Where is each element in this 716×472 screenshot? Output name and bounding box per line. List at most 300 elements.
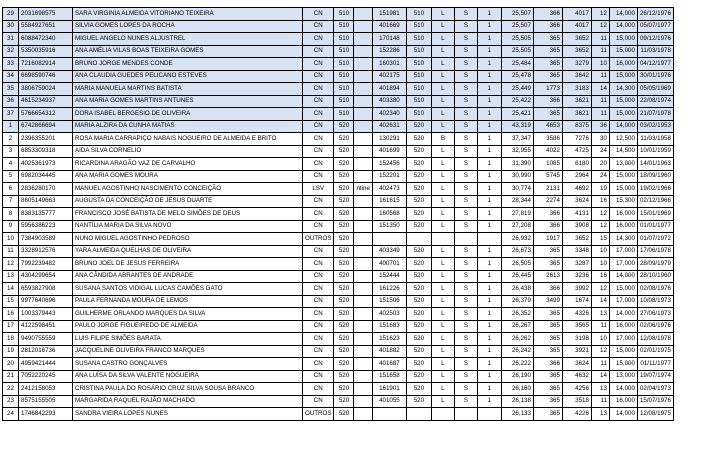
days-cell: 366 <box>533 20 562 33</box>
count-cell: 1 <box>477 283 501 296</box>
group-cell: 520 <box>406 383 431 396</box>
category-cell: CN <box>303 395 334 408</box>
score-cell: 27,819 <box>501 208 533 221</box>
score-cell: 26,438 <box>501 283 533 296</box>
flag-cell: S <box>454 133 477 146</box>
grade-cell: 12,500 <box>609 133 637 146</box>
row-number-cell: 34 <box>3 70 19 83</box>
days-cell: 366 <box>533 220 562 233</box>
days-total-cell: 4256 <box>562 383 591 396</box>
flag-cell: S <box>454 95 477 108</box>
id-number-cell: 9977640696 <box>19 295 73 308</box>
table-row <box>3 95 674 108</box>
count-cell: 1 <box>477 308 501 321</box>
grade-cell: 15,000 <box>609 283 637 296</box>
group-code-cell: 520 <box>334 333 354 346</box>
school-code-cell: 160568 <box>372 208 406 221</box>
birth-date-cell: 26/12/1976 <box>637 8 673 21</box>
birth-date-cell: 04/12/1977 <box>637 58 673 71</box>
score-cell: 26,932 <box>501 233 533 246</box>
table-row <box>3 120 674 133</box>
group-code-cell: 520 <box>334 133 354 146</box>
score-cell: 26,352 <box>501 308 533 321</box>
table-row <box>3 208 674 221</box>
birth-date-cell: 11/03/1978 <box>637 45 673 58</box>
type-cell: L <box>431 283 454 296</box>
row-number-cell: 14 <box>3 283 19 296</box>
school-code-cell: 152286 <box>372 45 406 58</box>
years-cell: 11 <box>591 70 609 83</box>
years-cell: 13 <box>591 383 609 396</box>
type-cell: L <box>431 258 454 271</box>
days-cell: 5745 <box>533 170 562 183</box>
years-cell: 12 <box>591 8 609 21</box>
flag-cell: S <box>454 20 477 33</box>
group-cell: 520 <box>406 258 431 271</box>
type-cell: L <box>431 158 454 171</box>
school-code-cell <box>372 233 406 246</box>
id-number-cell: 8383135777 <box>19 208 73 221</box>
days-total-cell: 4226 <box>562 408 591 421</box>
years-cell: 13 <box>591 308 609 321</box>
score-cell: 25,484 <box>501 58 533 71</box>
row-number-cell: 23 <box>3 395 19 408</box>
school-code-cell: 402473 <box>372 183 406 196</box>
score-cell: 26,267 <box>501 320 533 333</box>
flag-cell <box>454 233 477 246</box>
row-number-cell: 2 <box>3 133 19 146</box>
years-cell: 20 <box>591 158 609 171</box>
name-cell: RICARDINA ARAGÃO VAZ DE CARVALHO <box>73 158 303 171</box>
grade-cell: 14,300 <box>609 233 637 246</box>
row-number-cell: 11 <box>3 245 19 258</box>
table-row <box>3 233 674 246</box>
table-row <box>3 133 674 146</box>
days-cell: 365 <box>533 108 562 121</box>
birth-date-cell: 21/07/1978 <box>637 108 673 121</box>
category-cell: CN <box>303 108 334 121</box>
group-code-cell: 510 <box>334 58 354 71</box>
extra-cell <box>354 258 372 271</box>
count-cell: 1 <box>477 108 501 121</box>
group-code-cell: 520 <box>334 233 354 246</box>
school-code-cell: 151623 <box>372 333 406 346</box>
table-row <box>3 308 674 321</box>
days-total-cell: 3183 <box>562 83 591 96</box>
category-cell: CN <box>303 358 334 371</box>
grade-cell: 15,000 <box>609 33 637 46</box>
id-number-cell: 1746842293 <box>19 408 73 421</box>
years-cell: 24 <box>591 145 609 158</box>
flag-cell: S <box>454 33 477 46</box>
school-code-cell: 401882 <box>372 345 406 358</box>
extra-cell <box>354 133 372 146</box>
group-cell: 510 <box>406 20 431 33</box>
days-total-cell: 3565 <box>562 320 591 333</box>
days-total-cell: 4725 <box>562 145 591 158</box>
days-total-cell: 3279 <box>562 58 591 71</box>
table-row <box>3 8 674 21</box>
school-code-cell: 402503 <box>372 308 406 321</box>
count-cell: 1 <box>477 45 501 58</box>
table-row <box>3 383 674 396</box>
id-number-cell: 4959421444 <box>19 358 73 371</box>
id-number-cell: 2031698575 <box>19 8 73 21</box>
table-row <box>3 395 674 408</box>
flag-cell: S <box>454 383 477 396</box>
category-cell: OUTROS <box>303 408 334 421</box>
years-cell: 11 <box>591 33 609 46</box>
category-cell: CN <box>303 170 334 183</box>
flag-cell: S <box>454 395 477 408</box>
extra-cell <box>354 408 372 421</box>
group-code-cell: 510 <box>334 33 354 46</box>
type-cell: L <box>431 345 454 358</box>
days-total-cell: 4131 <box>562 208 591 221</box>
grade-cell: 17,000 <box>609 333 637 346</box>
flag-cell: S <box>454 145 477 158</box>
group-code-cell: 510 <box>334 8 354 21</box>
days-cell: 2613 <box>533 270 562 283</box>
id-number-cell: 3806759024 <box>19 83 73 96</box>
years-cell: 30 <box>591 133 609 146</box>
group-code-cell: 520 <box>334 258 354 271</box>
birth-date-cell: 10/01/1959 <box>637 145 673 158</box>
category-cell: CN <box>303 245 334 258</box>
years-cell: 12 <box>591 208 609 221</box>
extra-cell <box>354 295 372 308</box>
grade-cell: 15,000 <box>609 345 637 358</box>
grade-cell: 16,000 <box>609 395 637 408</box>
id-number-cell: 6698590746 <box>19 70 73 83</box>
count-cell: 1 <box>477 58 501 71</box>
days-cell: 1917 <box>533 233 562 246</box>
table-row <box>3 358 674 371</box>
count-cell: 1 <box>477 8 501 21</box>
years-cell: 12 <box>591 20 609 33</box>
days-total-cell: 2964 <box>562 170 591 183</box>
days-cell: 365 <box>533 383 562 396</box>
name-cell: GUILHERME ORLANDO MARQUES DA SILVA <box>73 308 303 321</box>
group-cell <box>406 233 431 246</box>
extra-cell <box>354 83 372 96</box>
days-total-cell: 3992 <box>562 283 591 296</box>
birth-date-cell: 17/06/1978 <box>637 245 673 258</box>
extra-cell <box>354 8 372 21</box>
row-number-cell: 37 <box>3 108 19 121</box>
category-cell: CN <box>303 345 334 358</box>
flag-cell: S <box>454 183 477 196</box>
category-cell: CN <box>303 70 334 83</box>
grade-cell: 15,000 <box>609 358 637 371</box>
category-cell: CN <box>303 208 334 221</box>
birth-date-cell: 05/07/1977 <box>637 20 673 33</box>
row-number-cell: 17 <box>3 320 19 333</box>
id-number-cell: 2412158053 <box>19 383 73 396</box>
flag-cell: S <box>454 308 477 321</box>
count-cell: 1 <box>477 33 501 46</box>
count-cell: 1 <box>477 295 501 308</box>
days-total-cell: 3621 <box>562 95 591 108</box>
type-cell: L <box>431 395 454 408</box>
score-cell: 26,242 <box>501 345 533 358</box>
id-number-cell: 2396355201 <box>19 133 73 146</box>
grade-cell: 16,000 <box>609 220 637 233</box>
grade-cell: 14,500 <box>609 145 637 158</box>
name-cell: JACQUELINE OLIVEIRA FRANCO MARQUES <box>73 345 303 358</box>
school-code-cell: 401055 <box>372 395 406 408</box>
group-code-cell: 510 <box>334 20 354 33</box>
school-code-cell: 402340 <box>372 108 406 121</box>
type-cell: L <box>431 20 454 33</box>
group-cell: 520 <box>406 395 431 408</box>
flag-cell: S <box>454 170 477 183</box>
table-row <box>3 70 674 83</box>
school-code-cell: 401687 <box>372 358 406 371</box>
table-row <box>3 258 674 271</box>
row-number-cell: 5 <box>3 170 19 183</box>
extra-cell <box>354 283 372 296</box>
group-code-cell: 520 <box>334 145 354 158</box>
score-cell: 26,222 <box>501 358 533 371</box>
extra-cell <box>354 20 372 33</box>
table-body <box>3 8 674 421</box>
days-cell: 366 <box>533 8 562 21</box>
group-cell <box>406 408 431 421</box>
score-cell: 26,379 <box>501 295 533 308</box>
group-cell: 520 <box>406 170 431 183</box>
school-code-cell: 130291 <box>372 133 406 146</box>
flag-cell <box>454 408 477 421</box>
years-cell: 10 <box>591 333 609 346</box>
flag-cell: S <box>454 333 477 346</box>
days-cell: 365 <box>533 258 562 271</box>
extra-cell <box>354 233 372 246</box>
group-cell: 520 <box>406 245 431 258</box>
count-cell: 1 <box>477 95 501 108</box>
days-cell: 365 <box>533 345 562 358</box>
school-code-cell: 161226 <box>372 283 406 296</box>
days-total-cell: 3624 <box>562 195 591 208</box>
group-code-cell: 510 <box>334 108 354 121</box>
extra-cell <box>354 108 372 121</box>
count-cell: 1 <box>477 20 501 33</box>
score-cell: 30,774 <box>501 183 533 196</box>
id-number-cell: 2836280170 <box>19 183 73 196</box>
grade-cell: 13,000 <box>609 158 637 171</box>
name-cell: SANDRA VIEIRA LOPES NUNES <box>73 408 303 421</box>
group-cell: 510 <box>406 108 431 121</box>
count-cell: 1 <box>477 395 501 408</box>
group-code-cell: 510 <box>334 83 354 96</box>
type-cell: L <box>431 295 454 308</box>
row-number-cell: 32 <box>3 45 19 58</box>
group-cell: 520 <box>406 270 431 283</box>
count-cell: 1 <box>477 383 501 396</box>
days-total-cell: 3652 <box>562 33 591 46</box>
id-number-cell: 8605149663 <box>19 195 73 208</box>
category-cell: CN <box>303 220 334 233</box>
group-cell: 520 <box>406 345 431 358</box>
years-cell: 12 <box>591 345 609 358</box>
score-cell: 26,160 <box>501 383 533 396</box>
row-number-cell: 30 <box>3 20 19 33</box>
years-cell: 11 <box>591 95 609 108</box>
id-number-cell: 7384903589 <box>19 233 73 246</box>
group-cell: 510 <box>406 70 431 83</box>
extra-cell <box>354 208 372 221</box>
row-number-cell: 21 <box>3 370 19 383</box>
extra-cell <box>354 370 372 383</box>
extra-cell <box>354 245 372 258</box>
type-cell: L <box>431 245 454 258</box>
flag-cell: S <box>454 208 477 221</box>
extra-cell <box>354 395 372 408</box>
category-cell: CN <box>303 370 334 383</box>
days-cell: 1065 <box>533 158 562 171</box>
count-cell: 1 <box>477 183 501 196</box>
group-cell: 520 <box>406 283 431 296</box>
row-number-cell: 3 <box>3 145 19 158</box>
days-total-cell: 3652 <box>562 233 591 246</box>
extra-cell <box>354 345 372 358</box>
birth-date-cell: 15/07/1976 <box>637 395 673 408</box>
extra-cell <box>354 95 372 108</box>
flag-cell: S <box>454 120 477 133</box>
days-total-cell: 4632 <box>562 370 591 383</box>
days-total-cell: 4326 <box>562 308 591 321</box>
category-cell: CN <box>303 295 334 308</box>
birth-date-cell: 09/12/1976 <box>637 33 673 46</box>
score-cell: 25,449 <box>501 83 533 96</box>
id-number-cell: 9490755559 <box>19 333 73 346</box>
table-row <box>3 370 674 383</box>
days-cell: 365 <box>533 245 562 258</box>
name-cell: PAULO JORGE FIGUEIREDO DE ALMEIDA <box>73 320 303 333</box>
extra-cell <box>354 195 372 208</box>
score-cell: 26,445 <box>501 270 533 283</box>
flag-cell: S <box>454 295 477 308</box>
id-number-cell: 6982034445 <box>19 170 73 183</box>
count-cell: 1 <box>477 208 501 221</box>
category-cell: CN <box>303 283 334 296</box>
birth-date-cell: 10/08/1973 <box>637 295 673 308</box>
school-code-cell: 403349 <box>372 245 406 258</box>
flag-cell: S <box>454 83 477 96</box>
score-cell: 26,673 <box>501 245 533 258</box>
group-cell: 510 <box>406 45 431 58</box>
days-cell: 365 <box>533 58 562 71</box>
category-cell: CN <box>303 270 334 283</box>
category-cell: CN <box>303 145 334 158</box>
group-code-cell: 510 <box>334 70 354 83</box>
days-cell: 1773 <box>533 83 562 96</box>
table-row <box>3 283 674 296</box>
years-cell: 24 <box>591 170 609 183</box>
extra-cell <box>354 320 372 333</box>
row-number-cell: 4 <box>3 158 19 171</box>
grade-cell: 14,000 <box>609 120 637 133</box>
days-total-cell: 6180 <box>562 158 591 171</box>
count-cell: 1 <box>477 270 501 283</box>
years-cell: 13 <box>591 408 609 421</box>
score-cell: 26,505 <box>501 258 533 271</box>
days-total-cell: 3348 <box>562 245 591 258</box>
category-cell: CN <box>303 45 334 58</box>
extra-cell <box>354 120 372 133</box>
days-total-cell: 7276 <box>562 133 591 146</box>
years-cell: 15 <box>591 233 609 246</box>
days-cell: 366 <box>533 358 562 371</box>
birth-date-cell: 02/04/1973 <box>637 383 673 396</box>
group-code-cell: 520 <box>334 395 354 408</box>
name-cell: PAULA FERNANDA MOURA DE LEMOS <box>73 295 303 308</box>
table-row <box>3 195 674 208</box>
table-row <box>3 345 674 358</box>
group-cell: 520 <box>406 145 431 158</box>
school-code-cell: 402631 <box>372 120 406 133</box>
school-code-cell: 401699 <box>372 145 406 158</box>
row-number-cell: 35 <box>3 83 19 96</box>
group-cell: 510 <box>406 33 431 46</box>
years-cell: 11 <box>591 108 609 121</box>
flag-cell: S <box>454 358 477 371</box>
years-cell: 19 <box>591 183 609 196</box>
table-row <box>3 333 674 346</box>
days-total-cell: 3652 <box>562 45 591 58</box>
days-cell: 365 <box>533 333 562 346</box>
type-cell: L <box>431 58 454 71</box>
flag-cell: S <box>454 245 477 258</box>
id-number-cell: 6088472340 <box>19 33 73 46</box>
table-row <box>3 220 674 233</box>
group-cell: 520 <box>406 158 431 171</box>
category-cell: CN <box>303 308 334 321</box>
name-cell: BRUNO JOEL DE JESUS FERREIRA <box>73 258 303 271</box>
days-total-cell: 3236 <box>562 270 591 283</box>
group-code-cell: 520 <box>334 283 354 296</box>
table-row <box>3 270 674 283</box>
days-cell: 365 <box>533 308 562 321</box>
count-cell: 1 <box>477 220 501 233</box>
count-cell: 1 <box>477 358 501 371</box>
days-cell: 365 <box>533 70 562 83</box>
table-row <box>3 20 674 33</box>
flag-cell: S <box>454 58 477 71</box>
table-row <box>3 45 674 58</box>
table-row <box>3 158 674 171</box>
birth-date-cell: 01/01/1977 <box>637 220 673 233</box>
group-cell: 520 <box>406 183 431 196</box>
group-cell: 520 <box>406 320 431 333</box>
days-total-cell: 3518 <box>562 395 591 408</box>
count-cell: 1 <box>477 245 501 258</box>
birth-date-cell: 19/02/1966 <box>637 183 673 196</box>
score-cell: 25,421 <box>501 108 533 121</box>
type-cell: L <box>431 70 454 83</box>
score-cell: 25,505 <box>501 45 533 58</box>
extra-cell <box>354 383 372 396</box>
type-cell: L <box>431 45 454 58</box>
score-cell: 37,347 <box>501 133 533 146</box>
years-cell: 10 <box>591 58 609 71</box>
grade-cell: 16,000 <box>609 58 637 71</box>
row-number-cell: 15 <box>3 295 19 308</box>
school-code-cell: 151658 <box>372 370 406 383</box>
type-cell: L <box>431 108 454 121</box>
type-cell: L <box>431 8 454 21</box>
id-number-cell: 8575155505 <box>19 395 73 408</box>
